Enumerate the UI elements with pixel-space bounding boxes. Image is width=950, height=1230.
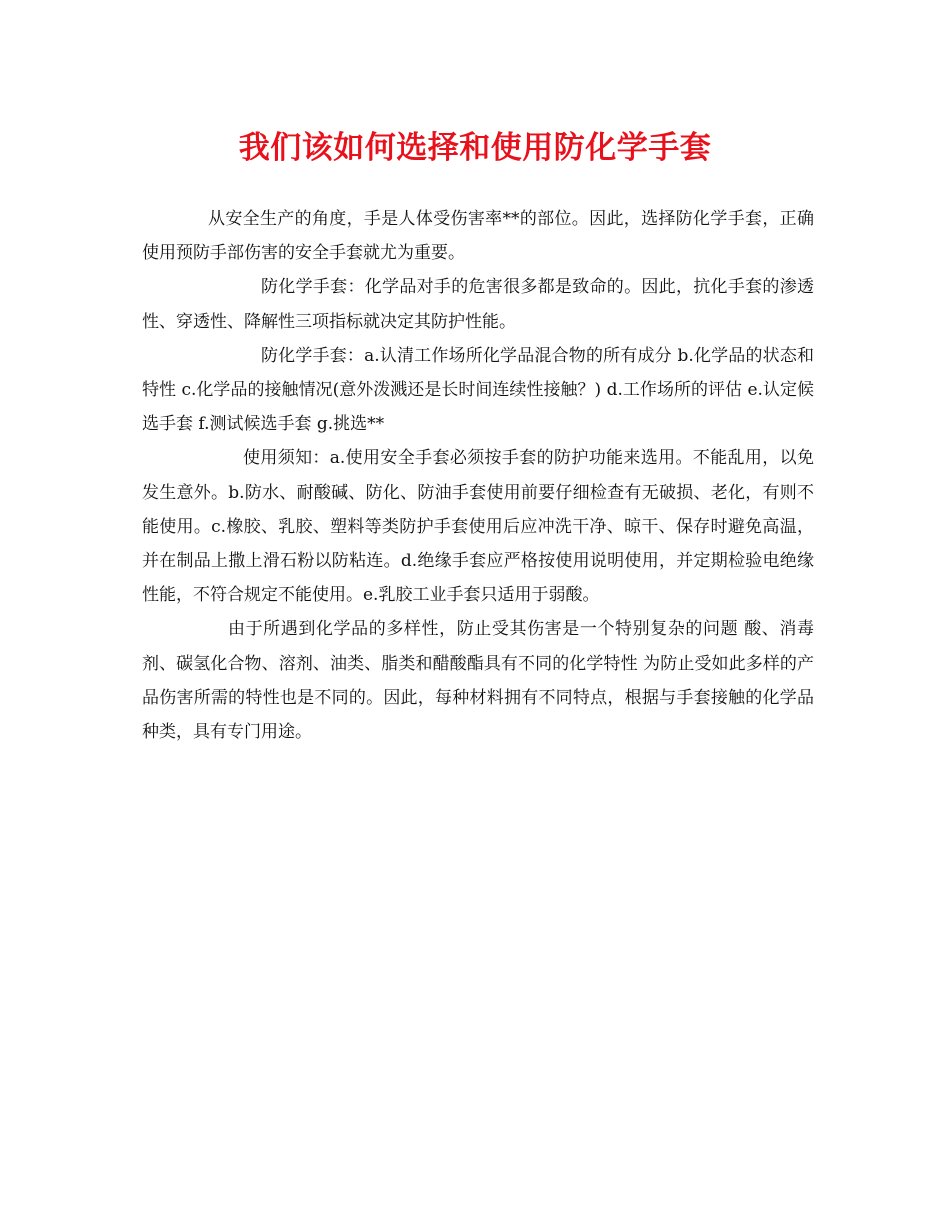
paragraph-usage-notes: 使用须知：a.使用安全手套必须按手套的防护功能来选用。不能乱用，以免发生意外。b.防水、耐酸碱、防化、防油手套使用前要仔细检查有无破损、老化，有则不能使用。c.橡胶、乳胶、塑料等类防护手套使用后应冲洗干净、晾干、保存时避免高温，并在制品上撒上滑石粉以防粘连。d.绝缘手套应严格按使用说明使用，并定期检验电绝缘性能，不符合规定不能使用。e.乳胶工业手套只适用于弱酸。 [142,448,814,606]
paragraph-selection-steps: 防化学手套：a.认清工作场所化学品混合物的所有成分 b.化学品的状态和特性 c.化学品的接触情况(意外泼溅还是长时间连续性接触？) d.工作场所的评估 e.认定候选手套 f.测试候选手套 g.挑选** [142,345,814,435]
document-title: 我们该如何选择和使用防化学手套 [238,130,712,166]
paragraph-chemical-gloves-hazard: 防化学手套：化学品对手的危害很多都是致命的。因此，抗化手套的渗透性、穿透性、降解性三项指标就决定其防护性能。 [142,277,814,332]
document-body [142,202,814,749]
paragraph-chemical-diversity: 由于所遇到化学品的多样性，防止受其伤害是一个特别复杂的问题 酸、消毒剂、碳氢化合物、溶剂、油类、脂类和醋酸酯具有不同的化学特性 为防止受如此多样的产品伤害所需的特性也是不同的。因此，每种材料拥有不同特点，根据与手套接触的化学品种类，具有专门用途。 [142,619,814,743]
paragraph-intro: 从安全生产的角度，手是人体受伤害率**的部位。因此，选择防化学手套，正确使用预防手部伤害的安全手套就尤为重要。 [142,209,814,264]
